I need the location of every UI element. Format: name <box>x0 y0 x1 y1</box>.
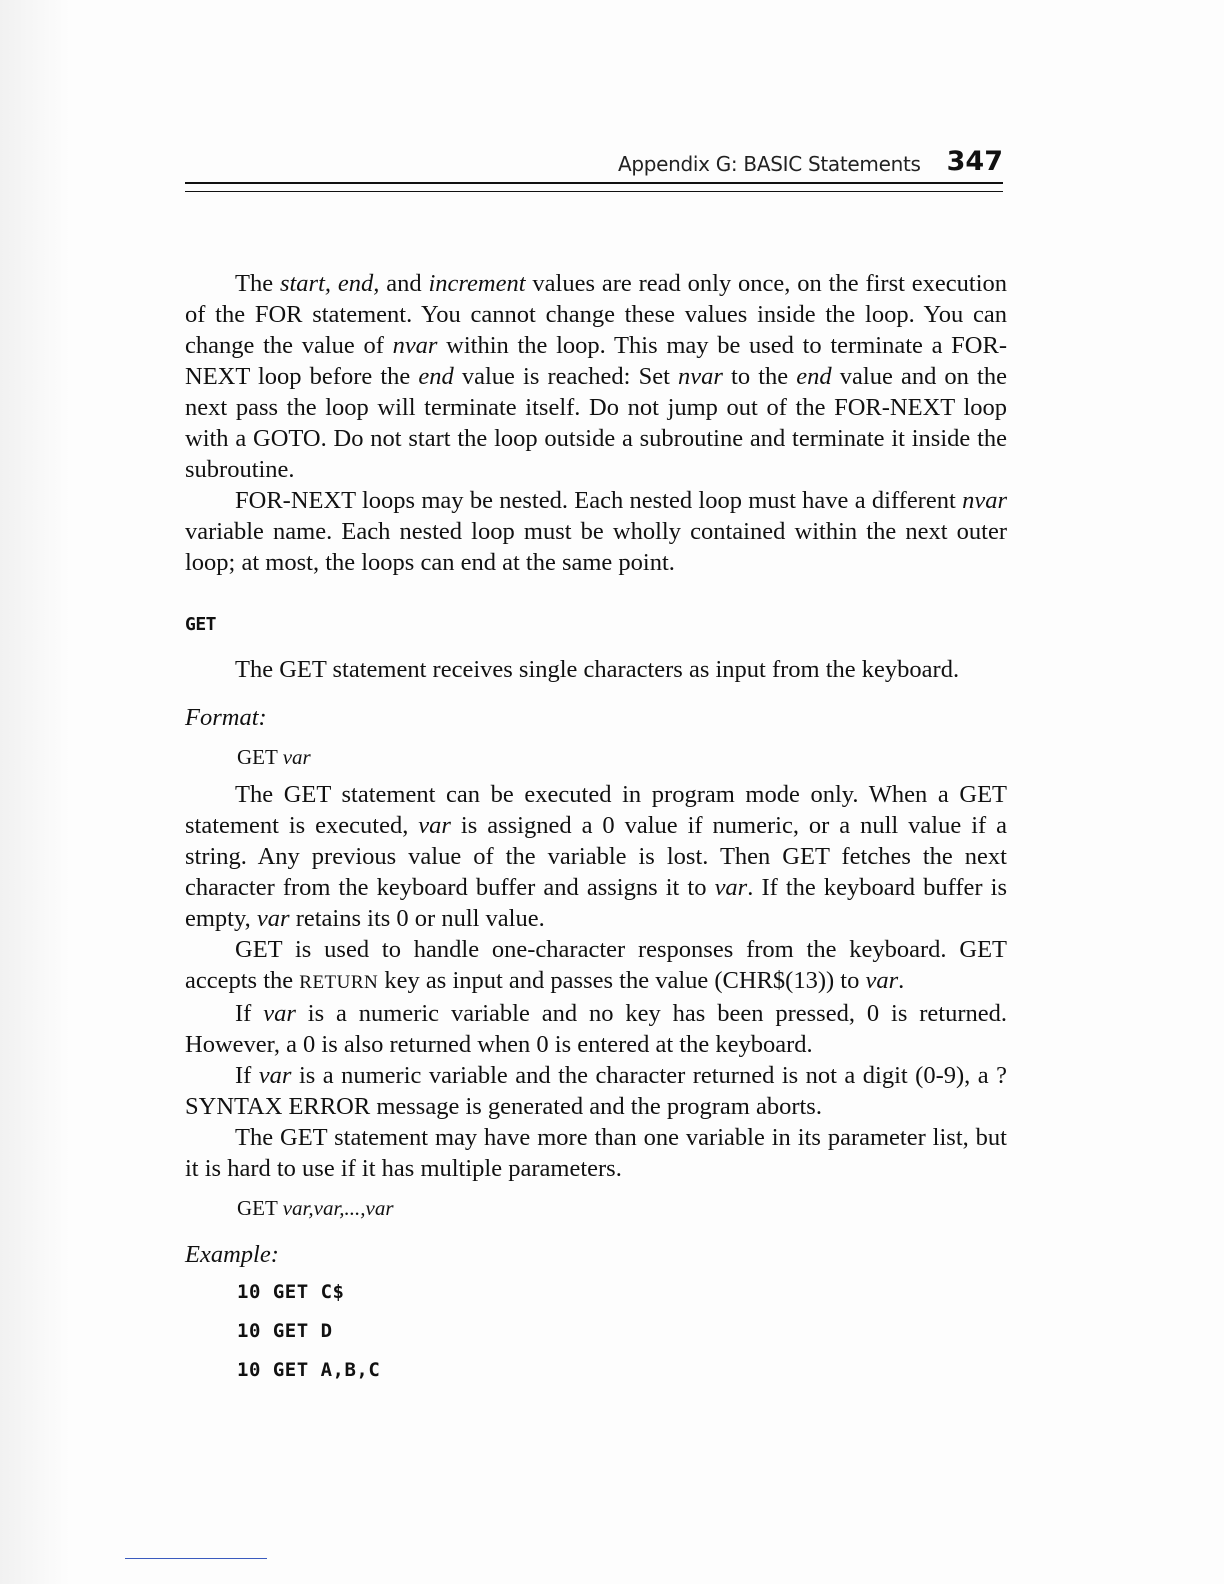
example-label: Example: <box>185 1241 279 1268</box>
paragraph-numeric-no-key: If var is a numeric variable and no key has been pressed, 0 is returned. However, a 0 is also returned when 0 is entered at the keyboard. <box>185 1000 1007 1058</box>
scan-corner-line <box>125 1558 267 1559</box>
code-example-1: 10 GET C$ <box>237 1281 345 1303</box>
paragraph-nested-loops: FOR-NEXT loops may be nested. Each nested loop must have a different nvar variable name. Each nested loop must be wholly contained within the next outer loop; at most, the loops can end at the same point. <box>185 487 1007 576</box>
paragraph-get-intro: The GET statement receives single characters as input from the keyboard. <box>235 656 960 683</box>
format-syntax: GET var <box>237 745 311 769</box>
format-label: Format: <box>185 704 267 731</box>
page-number: 347 <box>946 146 1003 177</box>
page-edge-shadow <box>0 0 70 1584</box>
page-body <box>185 268 1007 1397</box>
running-header <box>185 140 1003 180</box>
section-heading-get: GET <box>185 614 217 635</box>
paragraph-syntax-error: If var is a numeric variable and the character returned is not a digit (0-9), a ?SYNTAX ERROR message is generated and the program aborts. <box>185 1062 1007 1120</box>
code-example-3: 10 GET A,B,C <box>237 1359 381 1381</box>
paragraph-get-program-mode: The GET statement can be executed in program mode only. When a GET statement is executed, var is assigned a 0 value if numeric, or a null value if a string. Any previous value of the variable is lost. Then GET fetches the next character from the keyboard buffer and assigns it to var. If the keyboard buffer is empty, var retains its 0 or null value. <box>185 781 1007 932</box>
paragraph-for-values: The start, end, and increment values are read only once, on the first execution of the FOR statement. You cannot change these values inside the loop. You can change the value of nvar within the loop. This may be used to terminate a FOR-NEXT loop before the end value is reached: Set nvar to the end value and on the next pass the loop will terminate itself. Do not jump out of the FOR-NEXT loop with a GOTO. Do not start the loop outside a subroutine and terminate it inside the subroutine. <box>185 270 1008 483</box>
header-rule-thick <box>185 182 1003 184</box>
code-example-2: 10 GET D <box>237 1320 333 1342</box>
format-syntax-multiple: GET var,var,...,var <box>237 1196 394 1220</box>
paragraph-get-responses: GET is used to handle one-character responses from the keyboard. GET accepts the RETURN key as input and passes the value (CHR$(13)) to var. <box>185 936 1007 994</box>
paragraph-multiple-vars: The GET statement may have more than one variable in its parameter list, but it is hard to use if it has multiple parameters. <box>185 1124 1007 1182</box>
header-rule-thin <box>185 191 1003 192</box>
header-title: Appendix G: BASIC Statements <box>617 152 921 176</box>
